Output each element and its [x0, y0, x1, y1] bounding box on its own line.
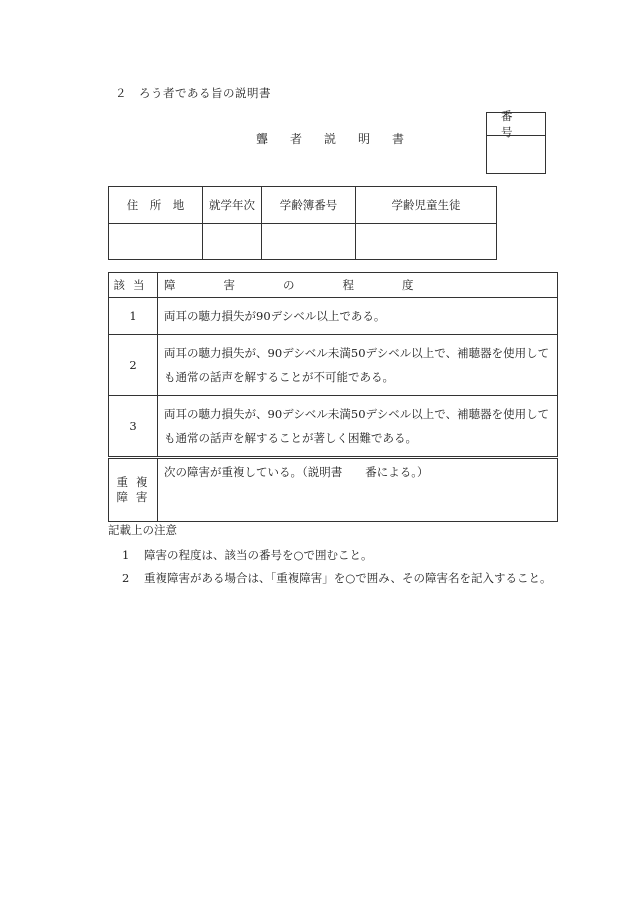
note-number: 1 [122, 548, 130, 562]
row-text [158, 335, 558, 396]
row-text [158, 396, 558, 458]
duplicate-text[interactable]: 次の障害が重複している。（説明書 番による。） [158, 458, 558, 522]
table-row [109, 335, 558, 396]
duplicate-label[interactable] [109, 458, 158, 522]
row-number[interactable]: 3 [109, 396, 158, 458]
note-text: 障害の程度は、該当の番号を○で囲むこと。 [144, 548, 373, 562]
table-row [109, 298, 558, 335]
row-number[interactable]: 2 [109, 335, 158, 396]
header-applicable: 該当 [109, 273, 158, 298]
header-student: 学齢児童生徒 [356, 187, 497, 224]
header-register-number: 学齢簿番号 [262, 187, 356, 224]
row-text-line: 両耳の聴力損失が、90デシベル未満50デシベル以上で、補聴器を使用して [164, 407, 550, 421]
row-text: 両耳の聴力損失が90デシベル以上である。 [158, 298, 558, 335]
header-address: 住 所 地 [109, 187, 203, 224]
number-box-field[interactable] [487, 136, 545, 173]
duplicate-label-line: 重複 [116, 475, 156, 489]
header-school-year: 就学年次 [203, 187, 262, 224]
duplicate-label-line: 障害 [116, 490, 156, 504]
header-degree: 障害の程度 [158, 273, 558, 298]
student-field[interactable] [356, 224, 497, 260]
table-row [109, 396, 558, 458]
note-number: 2 [122, 571, 130, 585]
notes-title: 記載上の注意 [108, 523, 177, 537]
duplicate-row [109, 458, 558, 522]
row-text-line: も通常の話声を解することが不可能である。 [164, 370, 394, 384]
document-title: 聾者説明書 [256, 132, 427, 146]
note-text: 重複障害がある場合は、「重複障害」を○で囲み、その障害名を記入すること。 [144, 571, 552, 585]
row-text-line: 両耳の聴力損失が、90デシベル未満50デシベル以上で、補聴器を使用して [164, 346, 550, 360]
degree-table [108, 272, 558, 522]
note-item [122, 547, 373, 563]
address-field[interactable] [109, 224, 203, 260]
note-item [122, 570, 551, 586]
row-text-line: も通常の話声を解することが著しく困難である。 [164, 431, 417, 445]
number-box [486, 109, 546, 174]
school-year-field[interactable] [203, 224, 262, 260]
number-box-label: 番号 [487, 113, 545, 136]
row-number[interactable]: 1 [109, 298, 158, 335]
register-number-field[interactable] [262, 224, 356, 260]
info-table [108, 186, 497, 260]
section-heading: ２ ろう者である旨の説明書 [115, 86, 271, 100]
